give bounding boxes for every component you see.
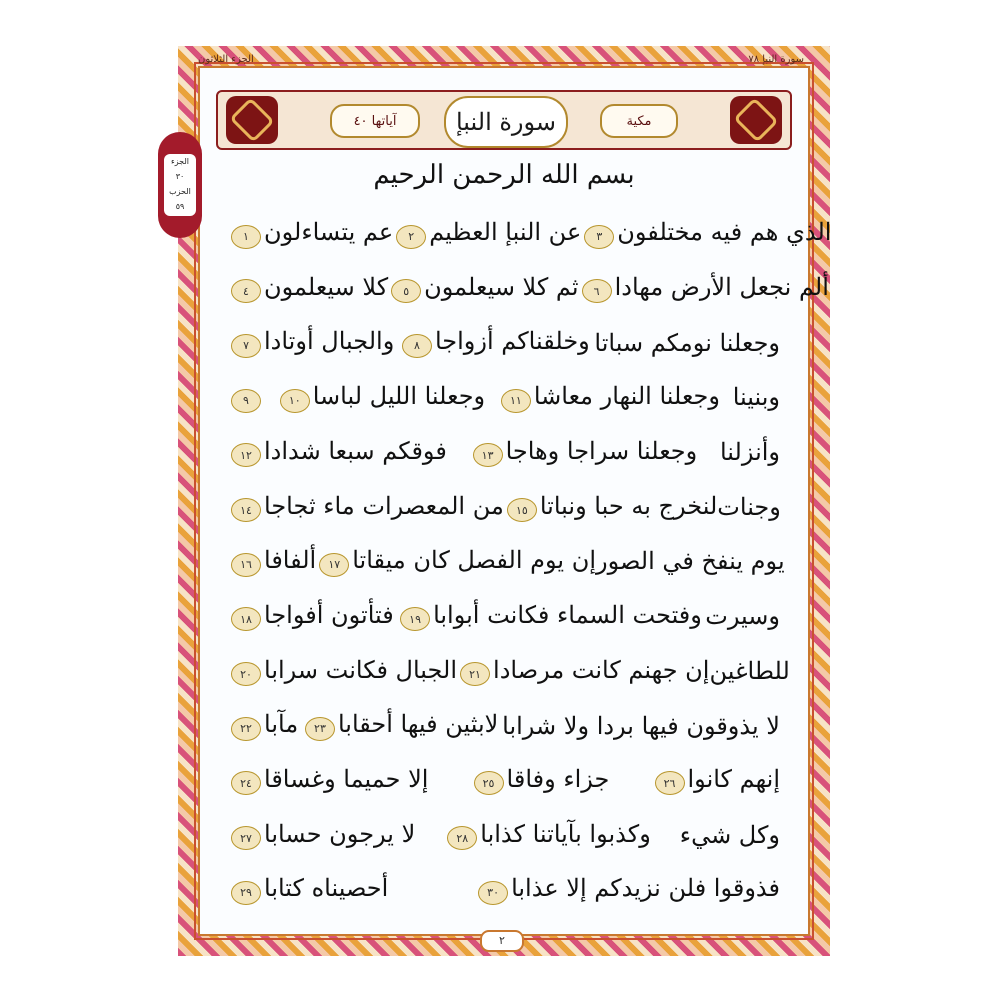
text-line (228, 261, 829, 316)
knot-ornament-icon (226, 96, 278, 144)
verse-segment (579, 273, 829, 304)
text-line (228, 206, 832, 261)
verse-text: وجعلنا النهار معاشا (533, 382, 720, 411)
verse-number-marker: ٩ (231, 389, 261, 413)
juz-label: الجزء (171, 157, 189, 166)
verse-segment (581, 218, 831, 249)
verse-number-marker: ١٥ (507, 498, 537, 522)
ayah-count-cartouche: آياتها ٤٠ (330, 104, 420, 138)
verse-text: لا يذوقون فيها بردا ولا شرابا (502, 711, 780, 740)
basmala: بسم الله الرحمن الرحيم (373, 160, 635, 190)
verse-segment (302, 710, 498, 741)
running-header-surah: سورة النبإ ٧٨ (748, 54, 804, 65)
text-line (228, 808, 780, 863)
knot-ornament-icon (730, 96, 782, 144)
verse-segment (470, 437, 698, 468)
verse-segment (228, 437, 447, 468)
verse-segment (457, 656, 709, 687)
verse-text: من المعصرات ماء ثجاجا (264, 491, 504, 520)
verse-number-marker: ٦ (582, 279, 612, 303)
verse-number-marker: ١١ (501, 389, 531, 413)
verse-segment (709, 657, 789, 685)
verse-number-marker: ١٢ (231, 443, 261, 467)
verse-number-marker: ٢٨ (447, 826, 477, 850)
verse-text: عم يتساءلون (264, 218, 394, 247)
verse-segment (475, 874, 780, 905)
verse-number-marker: ٤ (231, 279, 261, 303)
verse-number-marker: ٣٠ (478, 881, 508, 905)
verse-number-marker: ٢٩ (231, 881, 261, 905)
verse-segment (733, 383, 780, 411)
verse-number-marker: ٢٠ (231, 662, 261, 686)
text-line (228, 753, 780, 808)
verse-text: لنخرج به حبا ونباتا (539, 491, 718, 520)
juz-marker-medallion (158, 132, 202, 238)
verse-segment (504, 492, 717, 523)
text-line (228, 644, 790, 699)
verse-number-marker: ١ (231, 225, 261, 249)
verse-text: وجنات (717, 492, 781, 521)
verse-segment (228, 382, 264, 413)
verse-segment (717, 493, 781, 521)
verse-segment (393, 218, 581, 249)
verse-segment (228, 765, 428, 796)
text-line (228, 534, 785, 589)
verse-text: مآبا (264, 710, 299, 739)
verse-text: فوقكم سبعا شدادا (264, 436, 447, 465)
surah-title: سورة النبإ (444, 96, 568, 148)
juz-number: ٣٠ (175, 172, 185, 181)
verse-text: فتأتون أفواجا (264, 600, 394, 629)
verse-text: وجعلنا نومكم سباتا (594, 328, 780, 357)
verse-segment (228, 273, 388, 304)
verse-text: وبنينا (732, 383, 780, 412)
verse-segment (277, 382, 485, 413)
verse-text: لابثين فيها أحقابا (337, 710, 499, 739)
verse-segment (596, 547, 785, 575)
verse-text: الجبال فكانت سرابا (264, 655, 458, 684)
verse-segment (680, 821, 780, 849)
verse-number-marker: ١٧ (319, 553, 349, 577)
verse-segment (471, 765, 610, 796)
verse-text: إنهم كانوا (687, 764, 780, 793)
verse-number-marker: ٢٦ (655, 771, 685, 795)
verse-number-marker: ١٤ (231, 498, 261, 522)
text-line (228, 370, 780, 425)
verse-text: ألم نجعل الأرض مهادا (614, 272, 829, 301)
verse-segment (388, 273, 578, 304)
verse-number-marker: ٢٧ (231, 826, 261, 850)
verse-text: لا يرجون حسابا (264, 819, 416, 848)
verse-number-marker: ٥ (391, 279, 421, 303)
verse-segment (228, 218, 393, 249)
verse-number-marker: ٨ (402, 334, 432, 358)
page-number: ٢ (480, 930, 524, 952)
verse-number-marker: ٢٤ (231, 771, 261, 795)
verse-segment (720, 438, 780, 466)
running-header-juz: الجزء الثلاثون (198, 54, 254, 65)
verse-text: إن جهنم كانت مرصادا (493, 655, 710, 684)
revelation-type-cartouche: مكية (600, 104, 678, 138)
verse-number-marker: ٢٣ (305, 717, 335, 741)
verse-segment (228, 601, 394, 632)
verse-text: وكذبوا بآياتنا كذابا (480, 819, 651, 848)
verse-segment (316, 546, 596, 577)
verse-text: ثم كلا سيعلمون (424, 272, 579, 301)
verse-segment (502, 712, 780, 740)
verse-text: عن النبإ العظيم (429, 218, 582, 247)
verse-text: أحصيناه كتابا (264, 874, 389, 903)
verse-number-marker: ٢ (396, 225, 426, 249)
verse-number-marker: ٢٢ (231, 717, 261, 741)
text-line (228, 479, 780, 534)
verse-text: كلا سيعلمون (264, 272, 389, 301)
verse-text-block (228, 206, 832, 917)
verse-text: وخلقناكم أزواجا (434, 327, 590, 356)
verse-text: يوم ينفخ في الصور (595, 547, 785, 576)
text-line (228, 425, 780, 480)
verse-text: وسيرت (705, 602, 780, 631)
verse-text: إلا حميما وغساقا (264, 764, 429, 793)
text-line (228, 315, 780, 370)
verse-segment (228, 492, 504, 523)
verse-text: وكل شيء (679, 820, 780, 849)
verse-text: وجعلنا الليل لباسا (312, 382, 486, 411)
verse-text: جزاء وفاقا (506, 764, 610, 793)
verse-segment (399, 327, 590, 358)
juz-marker-text (164, 154, 196, 216)
verse-segment (397, 601, 702, 632)
verse-segment (228, 656, 457, 687)
verse-text: للطاغين (709, 656, 790, 685)
verse-segment (594, 329, 780, 357)
verse-text: الذي هم فيه مختلفون (617, 218, 832, 247)
verse-segment (228, 820, 415, 851)
verse-segment (228, 874, 388, 905)
verse-segment (705, 602, 780, 630)
verse-segment (228, 710, 298, 741)
verse-text: وجعلنا سراجا وهاجا (505, 436, 698, 465)
verse-segment (228, 327, 394, 358)
verse-number-marker: ١٦ (231, 553, 261, 577)
verse-segment (652, 765, 781, 796)
text-line (228, 698, 780, 753)
verse-number-marker: ١٠ (280, 389, 310, 413)
verse-number-marker: ١٩ (400, 607, 430, 631)
verse-number-marker: ٣ (584, 225, 614, 249)
verse-segment (444, 820, 651, 851)
text-line (228, 589, 780, 644)
verse-text: ألفافا (264, 546, 317, 575)
verse-text: وأنزلنا (719, 438, 780, 467)
hizb-label: الحزب (169, 187, 191, 196)
verse-segment (498, 382, 720, 413)
hizb-number: ٥٩ (175, 202, 185, 211)
verse-text: إن يوم الفصل كان ميقاتا (352, 546, 596, 575)
verse-number-marker: ٢١ (460, 662, 490, 686)
verse-segment (228, 546, 316, 577)
verse-text: وفتحت السماء فكانت أبوابا (433, 600, 702, 629)
text-line (228, 862, 780, 917)
verse-number-marker: ١٣ (473, 443, 503, 467)
verse-number-marker: ٢٥ (474, 771, 504, 795)
verse-number-marker: ٧ (231, 334, 261, 358)
surah-title-banner (216, 90, 792, 150)
verse-number-marker: ١٨ (231, 607, 261, 631)
verse-text: والجبال أوتادا (264, 327, 395, 356)
verse-text: فذوقوا فلن نزيدكم إلا عذابا (511, 874, 780, 903)
